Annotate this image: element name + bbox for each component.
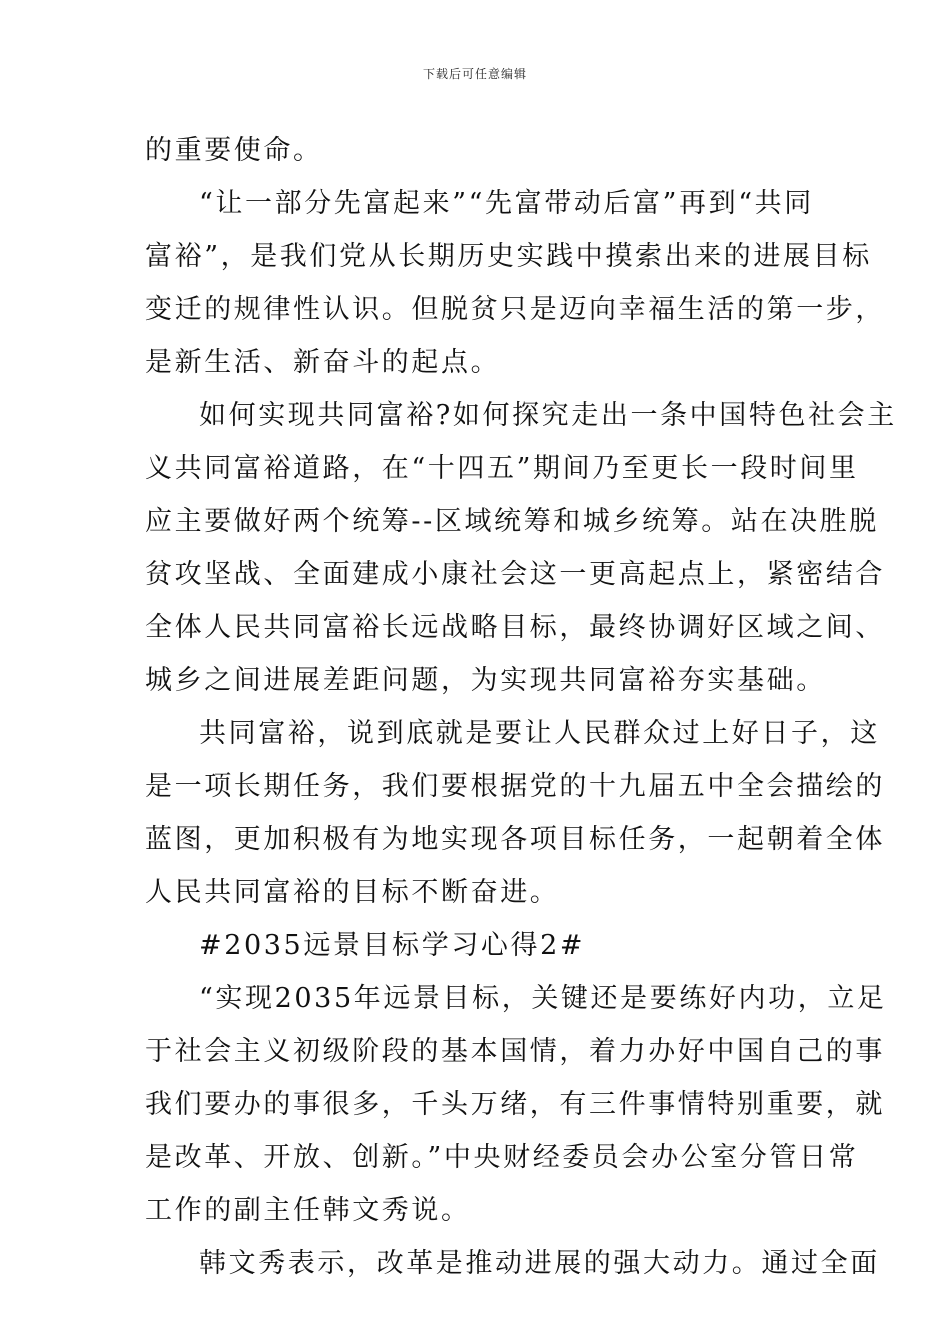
paragraph-line: 城乡之间进展差距问题，为实现共同富裕夯实基础。	[145, 665, 826, 696]
paragraph-line: 韩文秀表示，改革是推动进展的强大动力。通过全面	[199, 1248, 880, 1279]
paragraph-line: 工作的副主任韩文秀说。	[145, 1195, 471, 1226]
paragraph-line: 如何实现共同富裕?如何探究走出一条中国特色社会主	[199, 400, 897, 431]
paragraph-line: 是一项长期任务，我们要根据党的十九届五中全会描绘的	[145, 771, 885, 802]
paragraph-line: 应主要做好两个统筹--区域统筹和城乡统筹。站在决胜脱	[145, 506, 879, 537]
paragraph-line: “让一部分先富起来”“先富带动后富”再到“共同	[199, 188, 814, 219]
paragraph-line: “实现2035年远景目标，关键还是要练好内功，立足	[199, 983, 887, 1014]
paragraph-line: 变迁的规律性认识。但脱贫只是迈向幸福生活的第一步，	[145, 294, 885, 325]
paragraph-line: 义共同富裕道路，在“十四五”期间乃至更长一段时间里	[145, 453, 859, 484]
paragraph-line: 贫攻坚战、全面建成小康社会这一更高起点上，紧密结合	[145, 559, 885, 590]
paragraph-line: 的重要使命。	[145, 135, 323, 166]
paragraph-line: 共同富裕，说到底就是要让人民群众过上好日子，这	[199, 718, 880, 749]
paragraph-line: 全体人民共同富裕长远战略目标，最终协调好区域之间、	[145, 612, 885, 643]
paragraph-line: 人民共同富裕的目标不断奋进。	[145, 877, 560, 908]
document-body	[145, 124, 897, 1290]
paragraph-line: 我们要办的事很多，千头万绪，有三件事情特别重要，就	[145, 1089, 885, 1120]
paragraph-line: 是改革、开放、创新。”中央财经委员会办公室分管日常	[145, 1142, 859, 1173]
paragraph-line: 是新生活、新奋斗的起点。	[145, 347, 501, 378]
page-header-note: 下载后可任意编辑	[422, 67, 527, 81]
paragraph-line: 富裕”，是我们党从长期历史实践中摸索出来的进展目标	[145, 241, 872, 272]
paragraph-line: 蓝图，更加积极有为地实现各项目标任务，一起朝着全体	[145, 824, 885, 855]
section-heading: #2035远景目标学习心得2#	[199, 930, 586, 961]
paragraph-line: 于社会主义初级阶段的基本国情，着力办好中国自己的事	[145, 1036, 885, 1067]
